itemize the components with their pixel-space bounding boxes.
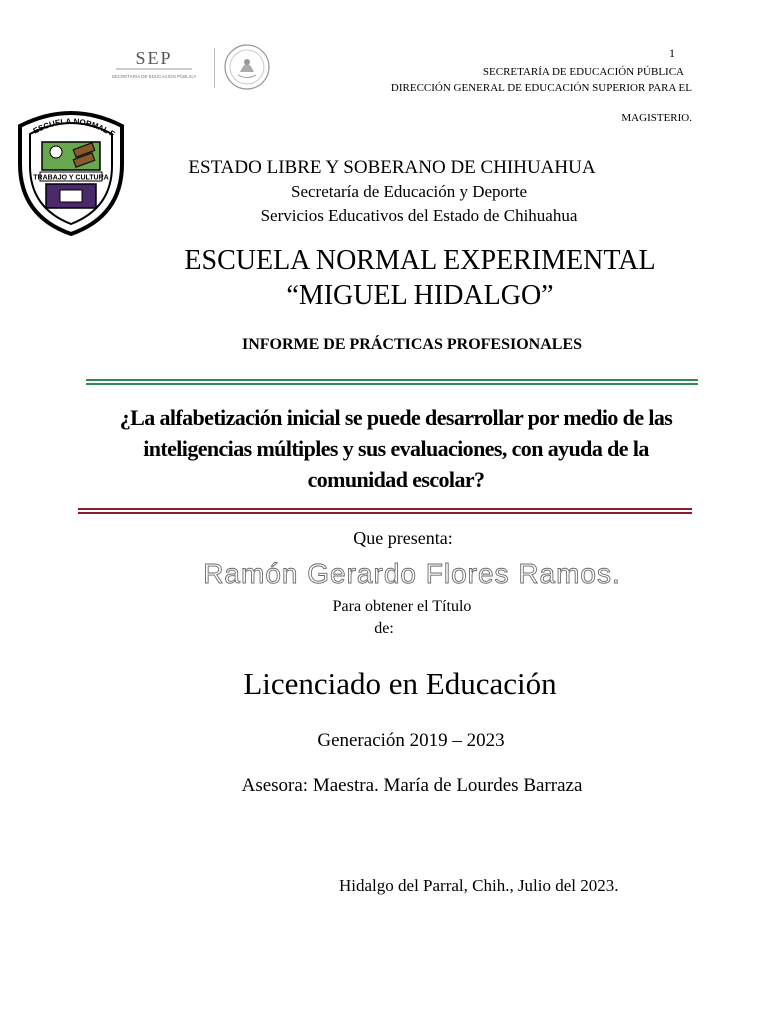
header-direction: DIRECCIÓN GENERAL DE EDUCACIÓN SUPERIOR PARA EL [390,82,692,94]
thesis-title: ¿La alfabetización inicial se puede desarrollar por medio de las inteligencias múltiples y sus evaluaciones, con ayuda de la comunidad escolar? [119,405,673,492]
advisor: Asesora: Maestra. María de Lourdes Barraza [241,775,583,796]
page-number: 1 [669,46,675,60]
header-secretariat: SECRETARÍA DE EDUCACIÓN PÚBLICA [482,66,684,78]
degree-label-line1: Para obtener el Título [332,598,472,615]
presenter-label: Que presenta: [353,528,453,548]
state-name: ESTADO LIBRE Y SOBERANO DE CHIHUAHUA [188,157,596,178]
presenter-name: Ramón Gerardo Flores Ramos. [203,558,621,589]
header-magisterio: MAGISTERIO. [621,112,692,124]
logo-divider [214,48,215,88]
degree-title: Licenciado en Educación [243,666,557,701]
sep-logo [104,44,204,92]
red-divider [78,508,692,515]
place-date: Hidalgo del Parral, Chih., Julio del 2023. [339,876,619,895]
generation: Generación 2019 – 2023 [317,730,505,751]
sep-logo-subtext: SECRETARÍA DE EDUCACIÓN PÚBLICA [111,74,197,79]
school-name-line1: ESCUELA NORMAL EXPERIMENTAL [184,245,656,276]
mexico-seal-icon [222,42,272,92]
green-divider [86,379,698,386]
secretariat-name: Secretaría de Educación y Deporte [291,182,527,201]
school-name-line2: “MIGUEL HIDALGO” [286,280,554,311]
svg-text:TRABAJO Y CULTURA: TRABAJO Y CULTURA [33,174,109,182]
sep-logo-text: SEP [135,48,173,68]
services-name: Servicios Educativos del Estado de Chihuahua [260,206,578,225]
svg-text:ESCUELA NORMAL FEDERAL: ESCUELA NORMAL F [31,116,117,139]
degree-label-line2: de: [374,620,394,637]
report-type: INFORME DE PRÁCTICAS PROFESIONALES [241,336,583,353]
